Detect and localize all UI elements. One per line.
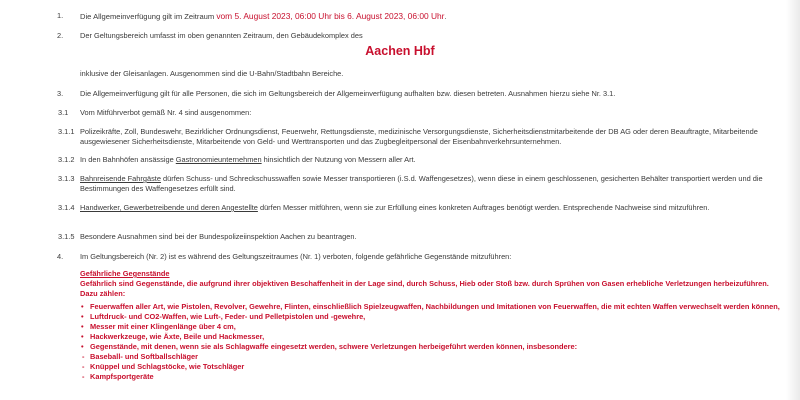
paragraph-number: 1. xyxy=(57,11,64,20)
validity-period: vom 5. August 2023, 06:00 Uhr bis 6. August 2023, 06:00 Uhr xyxy=(216,11,445,21)
paragraph-text-part: dürfen Schuss- und Schreckschusswaffen sowie Messer transportieren (i.S.d. Waffengesetzes), wenn diese in einem geschlossenen, gesicherten Behälter transportiert werden und die Bestimmungen des Waffengesetzes erfüllt sind. xyxy=(80,174,763,193)
paragraph-number: 2. xyxy=(57,31,64,40)
list-item: • Messer mit einer Klingenlänge über 4 cm, xyxy=(80,322,780,332)
dangerous-items-intro: Gefährlich sind Gegenstände, die aufgrund ihrer objektiven Beschaffenheit in der Lage sind, durch Schuss, Hieb oder Stoß bzw. durch Sprühen von Gasen erhebliche Verletzungen herbeizuführen. Dazu zählen: xyxy=(80,279,769,298)
paragraph-text xyxy=(80,11,772,22)
sub-list-item: - Knüppel und Schlagstöcke, wie Totschläger xyxy=(80,362,780,372)
paragraph-text xyxy=(80,174,772,194)
dangerous-items-heading: Gefährliche Gegenstände xyxy=(80,269,170,278)
paragraph-number: 4. xyxy=(57,252,64,261)
paragraph-text: Im Geltungsbereich (Nr. 2) ist es während des Geltungszeitraumes (Nr. 1) verboten, folgende gefährliche Gegenstände mitzuführen: xyxy=(80,252,512,261)
station-title: Aachen Hbf xyxy=(365,44,435,58)
list-item: • Hackwerkzeuge, wie Äxte, Beile und Hackmesser, xyxy=(80,332,780,342)
paragraph-number: 3.1.1 xyxy=(58,127,75,136)
underlined-term: Bahnreisende Fahrgäste xyxy=(80,174,161,183)
paragraph-number: 3.1.2 xyxy=(58,155,75,164)
paragraph-text xyxy=(80,203,772,213)
dangerous-items-list xyxy=(80,302,780,382)
paragraph-number: 3. xyxy=(57,89,64,98)
sub-list-item: - Baseball- und Softballschläger xyxy=(80,352,780,362)
list-item: • Luftdruck- und CO2-Waffen, wie Luft-, Feder- und Pelletpistolen und -gewehre, xyxy=(80,312,780,322)
paragraph-number: 3.1.5 xyxy=(58,232,75,241)
paragraph-number: 3.1.4 xyxy=(58,203,75,212)
paragraph-text: inklusive der Gleisanlagen. Ausgenommen sind die U-Bahn/Stadtbahn Bereiche. xyxy=(80,69,344,78)
paragraph-text: Die Allgemeinverfügung gilt für alle Personen, die sich im Geltungsbereich der Allgemeinverfügung aufhalten bzw. diesen betreten. Ausnahmen hierzu siehe Nr. 3.1. xyxy=(80,89,616,98)
underlined-term: Gastronomieunternehmen xyxy=(175,155,262,164)
page-edge-shadow xyxy=(786,0,800,400)
paragraph-text-part: Die Allgemeinverfügung gilt im Zeitraum xyxy=(80,12,217,21)
paragraph-text: Der Geltungsbereich umfasst im oben genannten Zeitraum, den Gebäudekomplex des xyxy=(80,31,363,40)
paragraph-text-part: dürfen Messer mitführen, wenn sie zur Erfüllung eines konkreten Auftrages benötigt werden. Entsprechende Nachweise sind mitzuführen. xyxy=(257,203,710,212)
paragraph-number: 3.1 xyxy=(58,108,69,117)
paragraph-number: 3.1.3 xyxy=(58,174,75,183)
underlined-term: Handwerker, Gewerbetreibende und deren Angestellte xyxy=(80,203,258,212)
list-item: • Gegenstände, mit denen, wenn sie als Schlagwaffe eingesetzt werden, schwere Verletzungen herbeigeführt werden können, insbesondere: xyxy=(80,342,780,352)
paragraph-text-part: . xyxy=(444,12,447,21)
paragraph-text: Vom Mitführverbot gemäß Nr. 4 sind ausgenommen: xyxy=(80,108,252,117)
paragraph-text-part: hinsichtlich der Nutzung von Messern aller Art. xyxy=(261,155,416,164)
paragraph-text-part: In den Bahnhöfen ansässige xyxy=(80,155,176,164)
paragraph-text xyxy=(80,155,772,165)
paragraph-text: Besondere Ausnahmen sind bei der Bundespolizeiinspektion Aachen zu beantragen. xyxy=(80,232,357,241)
sub-list-item: - Kampfsportgeräte xyxy=(80,372,780,382)
list-item: • Feuerwaffen aller Art, wie Pistolen, Revolver, Gewehre, Flinten, einschließlich Spielzeugwaffen, Nachbildungen und Imitationen von Feuerwaffen, die mit echten Waffen verwechselt werden können, xyxy=(80,302,780,312)
paragraph-text: Polizeikräfte, Zoll, Bundeswehr, Bezirklicher Ordnungsdienst, Feuerwehr, Rettungsdienste, medizinische Versorgungsdienste, Sicherheitsdienstmitarbeitende der DB AG oder deren Beauftragte, Mitarbeitende ausgewiesener Sicherheitsdienste, Mitarbeitende von Geld- und Werttransporten und das Zugbegleitpersonal der Eisenbahnverkehrsunternehmen. xyxy=(80,127,758,146)
